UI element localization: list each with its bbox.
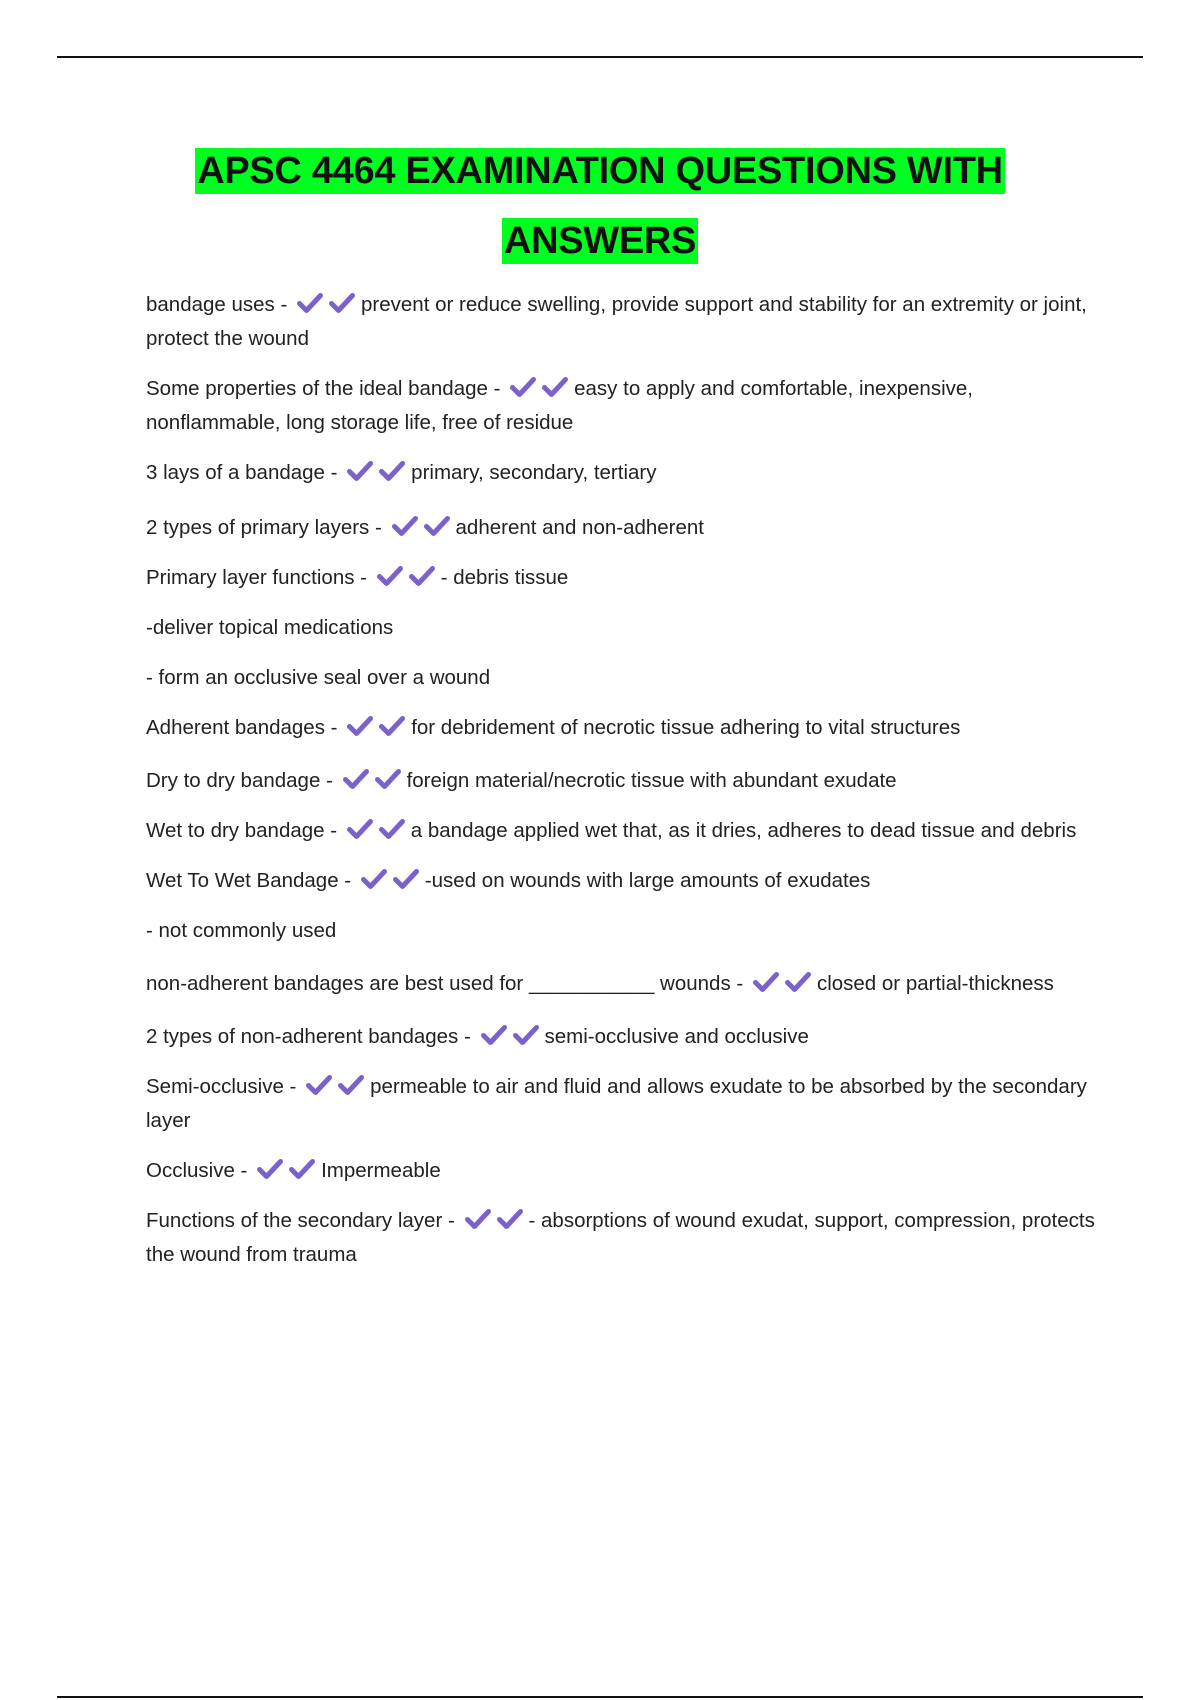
double-check-icon (257, 1158, 315, 1180)
check-icon (497, 1208, 523, 1230)
question-term: 2 types of non-adherent bandages - (146, 1025, 477, 1048)
answer-text: prevent or reduce swelling, provide support and stability for an extremity or joint, protect the wound (146, 293, 1087, 350)
check-icon (785, 971, 811, 993)
qa-entry (146, 561, 1096, 595)
question-term: Dry to dry bandage - (146, 769, 339, 792)
question-term: Occlusive - (146, 1159, 254, 1182)
answer-text: easy to apply and comfortable, inexpensive, nonflammable, long storage life, free of residue (146, 377, 973, 434)
answer-text: adherent and non-adherent (455, 516, 704, 539)
check-icon (379, 818, 405, 840)
top-rule (57, 56, 1143, 58)
check-icon (297, 292, 323, 314)
check-icon (542, 376, 568, 398)
qa-entry (146, 814, 1096, 848)
qa-entry (146, 711, 1096, 745)
check-icon (424, 515, 450, 537)
check-icon (306, 1074, 332, 1096)
answer-text: foreign material/necrotic tissue with abundant exudate (406, 769, 897, 792)
answer-text: permeable to air and fluid and allows exudate to be absorbed by the secondary layer (146, 1075, 1087, 1132)
check-icon (289, 1158, 315, 1180)
double-check-icon (510, 376, 568, 398)
answer-text: closed or partial-thickness (816, 972, 1054, 995)
qa-entry (146, 511, 1096, 545)
question-term: bandage uses - (146, 293, 294, 316)
double-check-icon (753, 971, 811, 993)
check-icon (257, 1158, 283, 1180)
bottom-rule (57, 1696, 1143, 1698)
check-icon (379, 715, 405, 737)
document-title (100, 140, 1100, 280)
answer-text: a bandage applied wet that, as it dries, adheres to dead tissue and debris (410, 819, 1077, 842)
check-icon (393, 868, 419, 890)
question-term: Wet to dry bandage - (146, 819, 343, 842)
check-icon (338, 1074, 364, 1096)
answer-text: - absorptions of wound exudat, support, compression, protects the wound from trauma (146, 1209, 1095, 1266)
qa-entry (146, 456, 1096, 490)
check-icon (510, 376, 536, 398)
check-icon (465, 1208, 491, 1230)
list-line: -deliver topical medications (146, 616, 394, 639)
list-line: - not commonly used (146, 919, 337, 942)
answer-text: - debris tissue (440, 566, 569, 589)
qa-list (146, 288, 1096, 1272)
question-term: Primary layer functions - (146, 566, 373, 589)
question-term: 3 lays of a bandage - (146, 461, 344, 484)
answer-text: -used on wounds with large amounts of exudates (424, 869, 871, 892)
check-icon (329, 292, 355, 314)
question-term: 2 types of primary layers - (146, 516, 388, 539)
check-icon (361, 868, 387, 890)
check-icon (481, 1024, 507, 1046)
check-icon (377, 565, 403, 587)
check-icon (347, 460, 373, 482)
check-icon (379, 460, 405, 482)
double-check-icon (347, 818, 405, 840)
double-check-icon (392, 515, 450, 537)
question-term: non-adherent bandages are best used for ___________ wounds - (146, 972, 749, 995)
qa-entry (146, 967, 1096, 1001)
check-icon (409, 565, 435, 587)
question-term: Functions of the secondary layer - (146, 1209, 461, 1232)
question-term: Some properties of the ideal bandage - (146, 377, 507, 400)
qa-entry (146, 288, 1096, 356)
title-line-1: APSC 4464 EXAMINATION QUESTIONS WITH (197, 150, 1003, 192)
qa-entry (146, 1070, 1096, 1138)
double-check-icon (343, 768, 401, 790)
answer-text: primary, secondary, tertiary (411, 461, 657, 484)
check-icon (513, 1024, 539, 1046)
double-check-icon (306, 1074, 364, 1096)
title-line-2: ANSWERS (503, 220, 697, 262)
qa-entry (146, 1154, 1096, 1188)
check-icon (347, 715, 373, 737)
qa-entry (146, 1020, 1096, 1054)
question-term: Semi-occlusive - (146, 1075, 303, 1098)
double-check-icon (377, 565, 435, 587)
list-line: - form an occlusive seal over a wound (146, 666, 491, 689)
check-icon (343, 768, 369, 790)
double-check-icon (481, 1024, 539, 1046)
answer-text: Impermeable (321, 1159, 441, 1182)
double-check-icon (465, 1208, 523, 1230)
qa-entry (146, 372, 1096, 440)
question-term: Wet To Wet Bandage - (146, 869, 357, 892)
answer-text: semi-occlusive and occlusive (544, 1025, 809, 1048)
qa-entry (146, 1204, 1096, 1272)
qa-entry (146, 864, 1096, 898)
answer-text: for debridement of necrotic tissue adhering to vital structures (411, 716, 961, 739)
check-icon (375, 768, 401, 790)
qa-entry (146, 764, 1096, 798)
check-icon (753, 971, 779, 993)
double-check-icon (361, 868, 419, 890)
check-icon (347, 818, 373, 840)
question-term: Adherent bandages - (146, 716, 344, 739)
double-check-icon (347, 715, 405, 737)
double-check-icon (347, 460, 405, 482)
double-check-icon (297, 292, 355, 314)
check-icon (392, 515, 418, 537)
